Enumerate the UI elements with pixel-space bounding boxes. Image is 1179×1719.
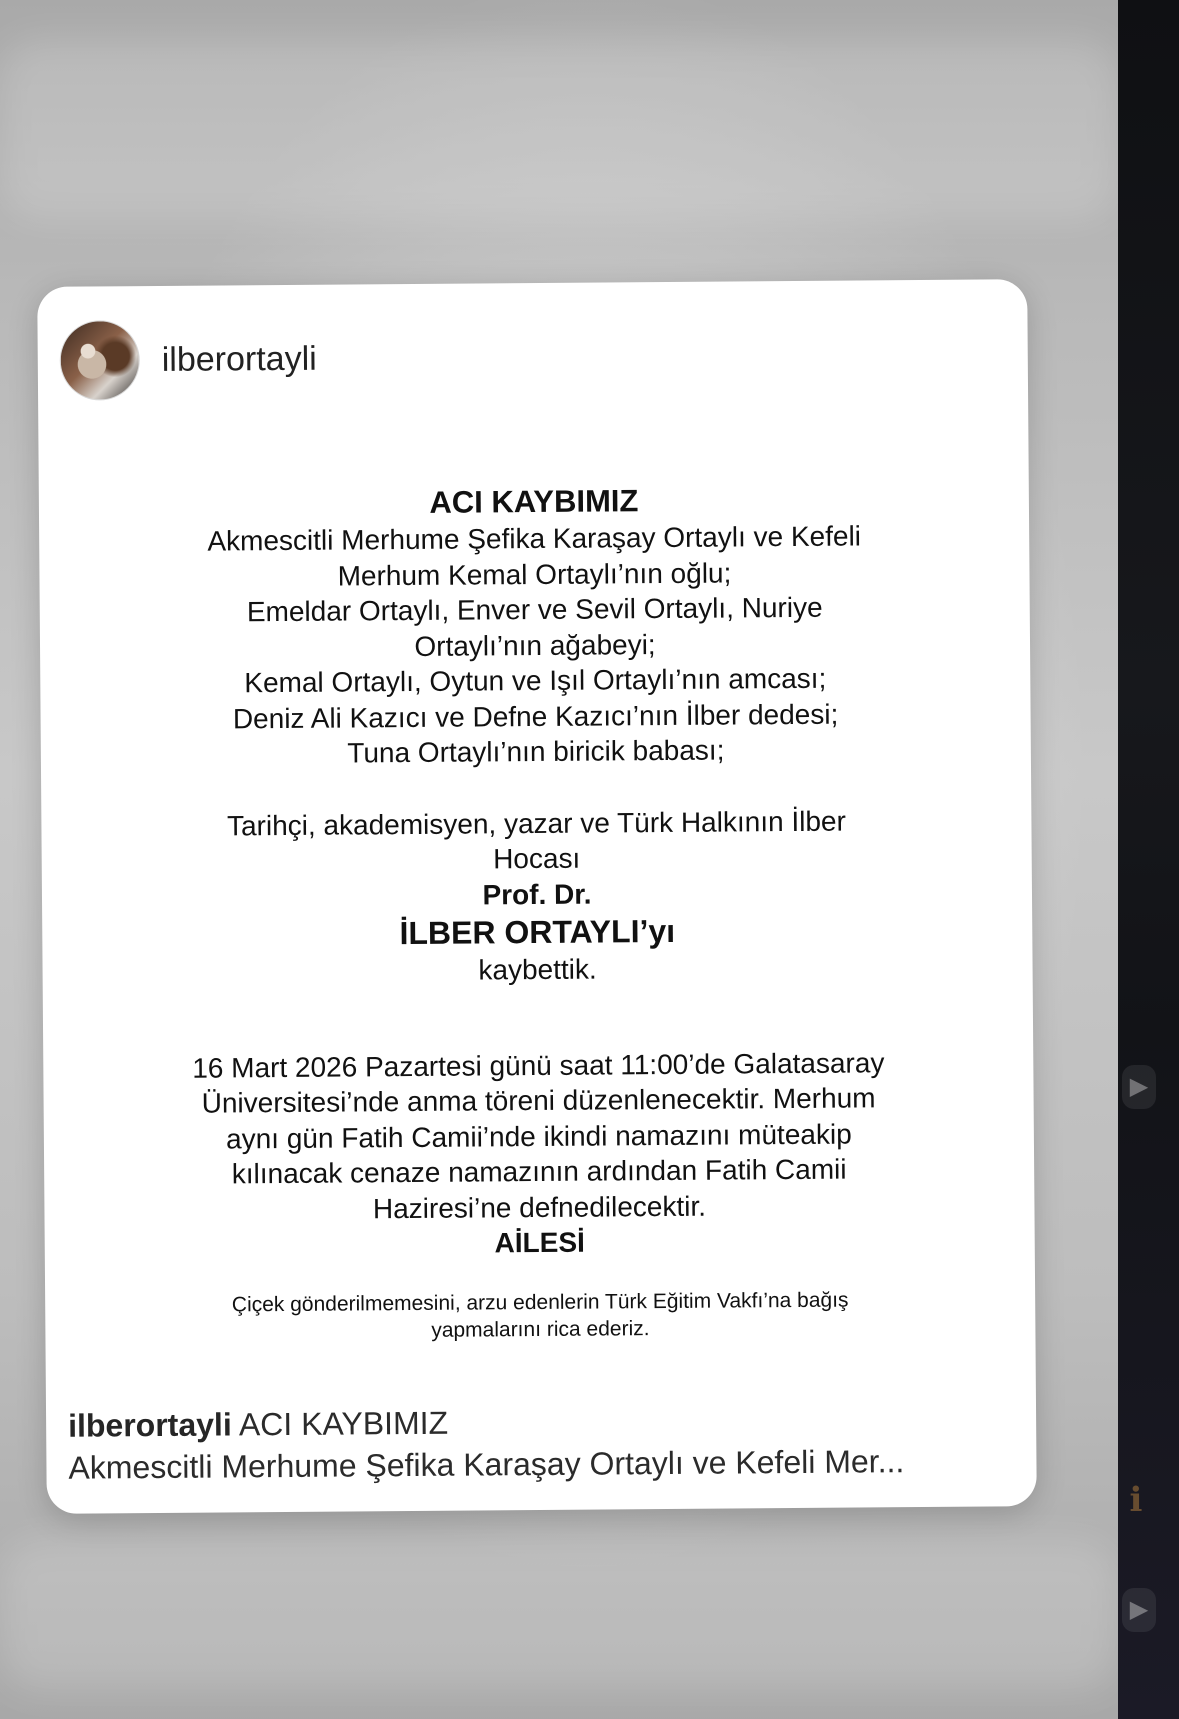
caption-line2: Akmescitli Merhume Şefika Karaşay Ortaylı ve Kefeli Mer...	[68, 1443, 905, 1486]
notice-line: Tuna Ortaylı’nın biricik babası;	[347, 734, 725, 769]
notice-line: 16 Mart 2026 Pazartesi günü saat 11:00’de Galatasaray	[192, 1046, 885, 1084]
notice-signature: AİLESİ	[494, 1226, 585, 1259]
notice-line: Akmescitli Merhume Şefika Karaşay Ortaylı ve Kefeli	[207, 520, 862, 557]
post-username[interactable]: ilberortayli	[161, 339, 317, 379]
background-blur-band	[0, 40, 1118, 220]
notice-title: ACI KAYBIMIZ	[429, 483, 639, 520]
notice-line: Deniz Ali Kazıcı ve Defne Kazıcı’nın İlber dedesi;	[232, 698, 839, 734]
notice-line: Tarihçi, akademisyen, yazar ve Türk Halkının İlber	[226, 805, 846, 841]
caption-username[interactable]: ilberortayli	[68, 1406, 232, 1444]
notice-lost: kaybettik.	[478, 953, 597, 986]
play-icon: ▶	[1122, 1065, 1156, 1109]
notice-footnote: Çiçek gönderilmemesini, arzu edenlerin Türk Eğitim Vakfı’na bağış	[231, 1288, 849, 1316]
notice-line: Hocası	[493, 842, 581, 875]
notice-line: kılınacak cenaze namazının ardından Fatih Camii	[231, 1153, 847, 1190]
notice-name: İLBER ORTAYLI’yı	[399, 912, 676, 952]
notice-footnote: yapmalarını rica ederiz.	[431, 1316, 650, 1342]
post-caption[interactable]	[68, 1397, 1019, 1488]
play-icon: ▶	[1122, 1588, 1156, 1632]
notice-degree: Prof. Dr.	[482, 878, 592, 910]
avatar[interactable]	[59, 320, 140, 401]
notice-line: Ortaylı’nın ağabeyi;	[414, 628, 656, 662]
post-preview-card[interactable]	[37, 279, 1037, 1514]
notice-line: Kemal Ortaylı, Oytun ve Işıl Ortaylı’nın amcası;	[244, 662, 827, 699]
notice-line: Emeldar Ortaylı, Enver ve Sevil Ortaylı, Nuriye	[246, 591, 823, 628]
background-blur-band	[0, 1540, 1118, 1690]
notice-line: Merhum Kemal Ortaylı’nın oğlu;	[337, 556, 732, 592]
background-app-strip	[1118, 0, 1179, 1719]
post-header[interactable]	[59, 319, 317, 401]
strip-letter: i	[1129, 1480, 1143, 1520]
notice-line: Haziresi’ne defnedilecektir.	[372, 1190, 707, 1224]
notice-line: Üniversitesi’nde anma töreni düzenlenecektir. Merhum	[201, 1082, 876, 1119]
notice-line: aynı gün Fatih Camii’nde ikindi namazını müteakip	[225, 1118, 852, 1154]
caption-line1: ACI KAYBIMIZ	[238, 1404, 449, 1443]
obituary-notice	[39, 479, 1036, 1346]
